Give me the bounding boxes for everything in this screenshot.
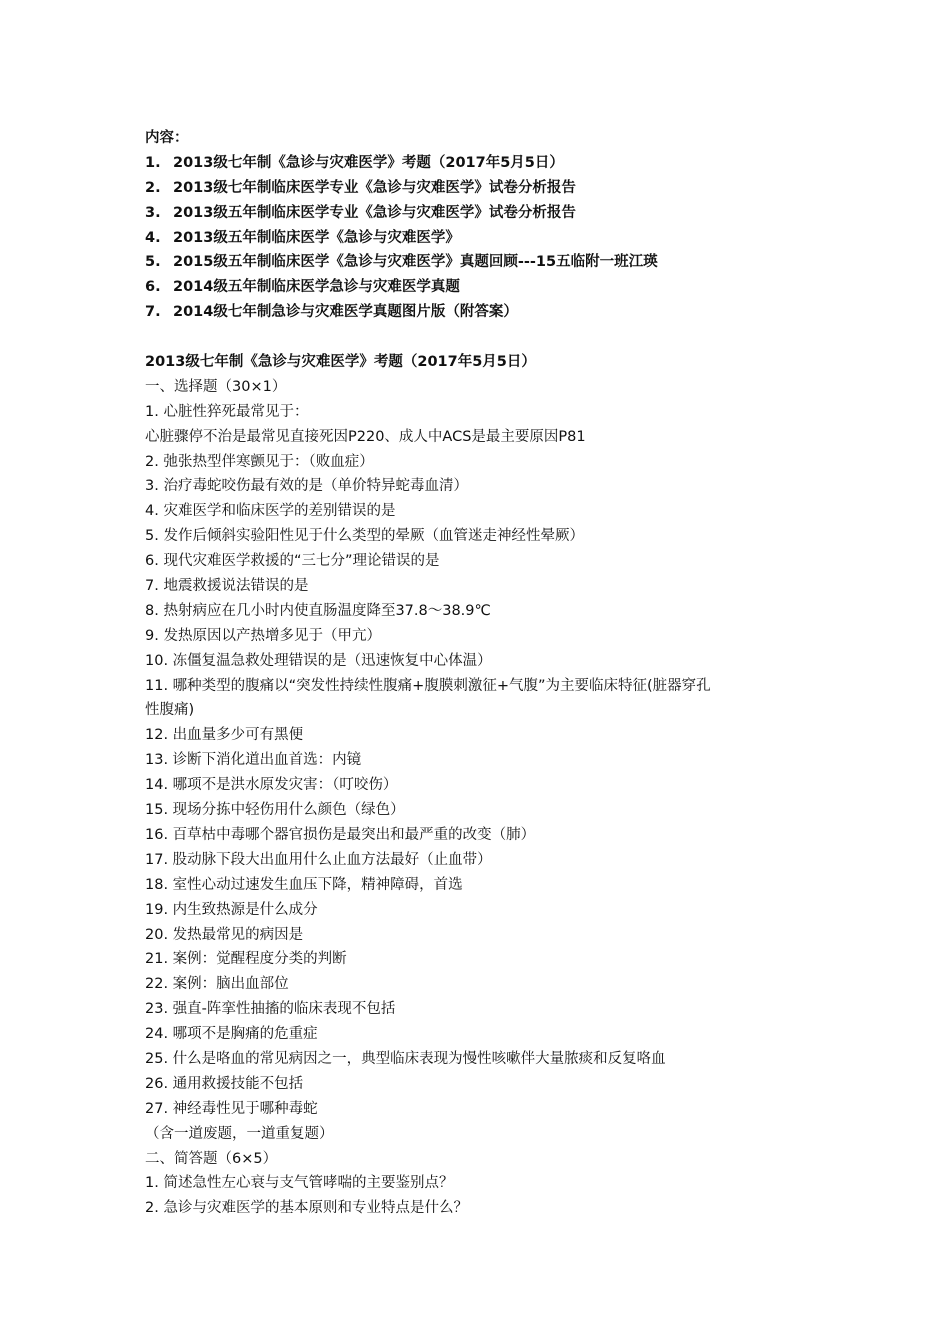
toc-item bbox=[145, 226, 845, 251]
toc-item-text: 2014级五年制临床医学急诊与灾难医学真题 bbox=[173, 279, 460, 296]
question-2: 2. 弛张热型伴寒颤见于：（败血症） bbox=[145, 453, 374, 470]
question-26: 26. 通用救援技能不包括 bbox=[145, 1075, 304, 1092]
question-11-line2: 性腹痛) bbox=[145, 702, 195, 719]
question-18: 18. 室性心动过速发生血压下降，精神障碍，首选 bbox=[145, 876, 463, 893]
question-3: 3. 治疗毒蛇咬伤最有效的是（单价特异蛇毒血清） bbox=[145, 478, 468, 495]
toc-item-text: 2013级七年制《急诊与灾难医学》考题（2017年5月5日） bbox=[173, 154, 564, 171]
question-9: 9. 发热原因以产热增多见于（甲亢） bbox=[145, 627, 381, 644]
question-4: 4. 灾难医学和临床医学的差别错误的是 bbox=[145, 503, 396, 520]
question-23: 23. 强直-阵挛性抽搐的临床表现不包括 bbox=[145, 1001, 396, 1018]
question-17: 17. 股动脉下段大出血用什么止血方法最好（止血带） bbox=[145, 851, 492, 868]
document-content bbox=[145, 126, 845, 1221]
toc-item-number: 5. bbox=[145, 254, 161, 271]
toc-item-text: 2013级七年制临床医学专业《急诊与灾难医学》试卷分析报告 bbox=[173, 179, 576, 196]
toc-item-number: 2. bbox=[145, 179, 161, 196]
question-1: 1. 心脏性猝死最常见于： bbox=[145, 403, 309, 420]
question-19: 19. 内生致热源是什么成分 bbox=[145, 901, 318, 918]
question-22: 22. 案例：脑出血部位 bbox=[145, 976, 289, 993]
question-27: 27. 神经毒性见于哪种毒蛇 bbox=[145, 1100, 318, 1117]
toc-item-text: 2015级五年制临床医学《急诊与灾难医学》真题回顾---15五临附一班江瑛 bbox=[173, 254, 658, 271]
toc-item bbox=[145, 250, 845, 275]
exam-title: 2013级七年制《急诊与灾难医学》考题（2017年5月5日） bbox=[145, 354, 536, 371]
question-7: 7. 地震救援说法错误的是 bbox=[145, 578, 309, 595]
toc-item-text: 2014级七年制急诊与灾难医学真题图片版（附答案） bbox=[173, 304, 518, 321]
toc-item-number: 1. bbox=[145, 154, 161, 171]
question-12: 12. 出血量多少可有黑便 bbox=[145, 727, 304, 744]
question-1-note: 心脏骤停不治是最常见直接死因P220、成人中ACS是最主要原因P81 bbox=[145, 428, 586, 445]
toc-item bbox=[145, 201, 845, 226]
exam-note: （含一道废题，一道重复题） bbox=[145, 1125, 334, 1142]
toc-item bbox=[145, 300, 845, 325]
toc-item bbox=[145, 176, 845, 201]
toc-item-number: 3. bbox=[145, 204, 161, 221]
toc-item-number: 6. bbox=[145, 279, 161, 296]
question-6: 6. 现代灾难医学救援的“三七分”理论错误的是 bbox=[145, 553, 440, 570]
question-21: 21. 案例：觉醒程度分类的判断 bbox=[145, 951, 347, 968]
question-5: 5. 发作后倾斜实验阳性见于什么类型的晕厥（血管迷走神经性晕厥） bbox=[145, 528, 584, 545]
toc-item bbox=[145, 275, 845, 300]
question-10: 10. 冻僵复温急救处理错误的是（迅速恢复中心体温） bbox=[145, 652, 492, 669]
question-11-line1: 11. 哪种类型的腹痛以“突发性持续性腹痛+腹膜刺激征+气腹”为主要临床特征(脏器穿孔 bbox=[145, 677, 711, 694]
toc-item-text: 2013级五年制临床医学专业《急诊与灾难医学》试卷分析报告 bbox=[173, 204, 576, 221]
toc-heading: 内容： bbox=[145, 130, 189, 146]
section-heading-choice: 一、选择题（30×1） bbox=[145, 378, 287, 395]
question-20: 20. 发热最常见的病因是 bbox=[145, 926, 304, 943]
question-15: 15. 现场分拣中轻伤用什么颜色（绿色） bbox=[145, 802, 405, 819]
paragraph-gap bbox=[145, 325, 845, 350]
question-8: 8. 热射病应在几小时内使直肠温度降至37.8～38.9℃ bbox=[145, 602, 491, 619]
question-25: 25. 什么是咯血的常见病因之一，典型临床表现为慢性咳嗽伴大量脓痰和反复咯血 bbox=[145, 1050, 666, 1067]
question-16: 16. 百草枯中毒哪个器官损伤是最突出和最严重的改变（肺） bbox=[145, 826, 536, 843]
short-answer-2: 2. 急诊与灾难医学的基本原则和专业特点是什么？ bbox=[145, 1200, 468, 1217]
section-heading-short-answer: 二、简答题（6×5） bbox=[145, 1150, 278, 1167]
short-answer-1: 1. 简述急性左心衰与支气管哮喘的主要鉴别点？ bbox=[145, 1175, 454, 1192]
question-24: 24. 哪项不是胸痛的危重症 bbox=[145, 1026, 318, 1043]
toc-item-number: 7. bbox=[145, 304, 161, 321]
toc-item-text: 2013级五年制临床医学《急诊与灾难医学》 bbox=[173, 229, 460, 246]
question-14: 14. 哪项不是洪水原发灾害：（叮咬伤） bbox=[145, 777, 398, 794]
toc-item bbox=[145, 151, 845, 176]
question-13: 13. 诊断下消化道出血首选：内镜 bbox=[145, 752, 362, 769]
toc-item-number: 4. bbox=[145, 229, 161, 246]
